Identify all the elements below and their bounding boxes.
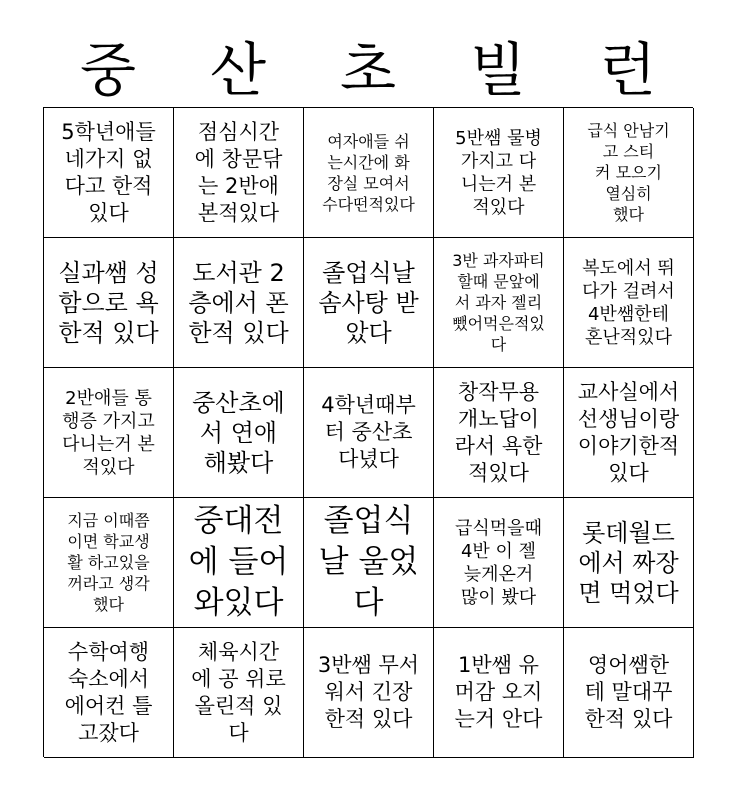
bingo-cell[interactable] <box>44 498 174 628</box>
bingo-cell-text: 체육시간 에 공 위로 올린적 있 다 <box>191 639 286 745</box>
bingo-cell[interactable] <box>564 238 694 368</box>
bingo-cell-text: 4학년때부 터 중산초 다녔다 <box>321 393 416 471</box>
bingo-cell[interactable] <box>434 368 564 498</box>
bingo-cell[interactable] <box>44 628 174 758</box>
bingo-cell[interactable] <box>174 368 304 498</box>
bingo-cell[interactable] <box>434 238 564 368</box>
bingo-cell-text: 롯데월드 에서 짜장 면 먹었다 <box>578 518 679 607</box>
bingo-board <box>43 107 693 757</box>
bingo-cell-text: 점심시간 에 창문닦 는 2반애 본적있다 <box>194 119 283 225</box>
bingo-cell-text: 3반쌤 무서 워서 긴장 한적 있다 <box>317 653 420 731</box>
title-letter: 중 <box>79 36 137 104</box>
bingo-cell[interactable] <box>304 368 434 498</box>
bingo-cell[interactable] <box>44 238 174 368</box>
bingo-cell-text: 실과쌤 성 함으로 욕 한적 있다 <box>58 258 159 347</box>
title-letter: 빌 <box>469 36 527 104</box>
bingo-cell[interactable] <box>434 498 564 628</box>
bingo-cell[interactable] <box>44 108 174 238</box>
bingo-cell-text: 2반애들 통 행증 가지고 다니는거 본 적있다 <box>62 387 155 478</box>
bingo-cell-text: 3반 과자파티 할때 문앞에 서 과자 젤리 뺐어먹은적있 다 <box>452 251 545 354</box>
bingo-cell[interactable] <box>434 628 564 758</box>
bingo-cell[interactable] <box>304 238 434 368</box>
bingo-cell-text: 지금 이때쯤 이면 학교생 활 하고있을 꺼라고 생각 했다 <box>67 511 150 614</box>
bingo-cell[interactable] <box>564 368 694 498</box>
bingo-cell-text: 여자애들 쉬 는시간에 화 장실 모여서 수다떤적있다 <box>322 131 415 214</box>
bingo-cell[interactable] <box>564 628 694 758</box>
bingo-cell[interactable] <box>564 108 694 238</box>
bingo-cell[interactable] <box>304 108 434 238</box>
title-letter: 산 <box>209 36 267 104</box>
title-letter: 런 <box>599 36 657 104</box>
bingo-cell-text: 졸업식날 솜사탕 받 았다 <box>318 258 419 347</box>
bingo-cell[interactable] <box>304 498 434 628</box>
bingo-cell[interactable] <box>564 498 694 628</box>
bingo-cell-text: 1반쌤 유 머감 오지 는거 안다 <box>454 653 543 731</box>
bingo-cell-text: 중대전 에 들어 와있다 <box>188 503 289 621</box>
bingo-cell-text: 졸업식 날 울었 다 <box>318 503 419 621</box>
bingo-cell-text: 수학여행 숙소에서 에어컨 틀 고잤다 <box>64 639 153 745</box>
bingo-cell[interactable] <box>174 628 304 758</box>
bingo-cell-text: 도서관 2 층에서 폰 한적 있다 <box>188 258 289 347</box>
bingo-cell[interactable] <box>434 108 564 238</box>
bingo-cell[interactable] <box>44 368 174 498</box>
bingo-cell[interactable] <box>174 108 304 238</box>
bingo-cell-text: 복도에서 뛰 다가 걸려서 4반쌤한테 혼난적있다 <box>582 257 675 348</box>
bingo-cell-text: 5학년애들 네가지 없 다고 한적 있다 <box>61 119 156 225</box>
bingo-cell-text: 창작무용 개노답이 라서 욕한 적있다 <box>454 379 543 485</box>
title-letter: 초 <box>339 36 397 104</box>
bingo-cell-text: 급식 안남기 고 스티 커 모으기 열심히 했다 <box>587 121 670 224</box>
bingo-title <box>43 35 693 105</box>
bingo-cell-text: 영어쌤한 테 말대꾸 한적 있다 <box>584 653 673 731</box>
bingo-cell[interactable] <box>174 498 304 628</box>
bingo-cell[interactable] <box>304 628 434 758</box>
bingo-cell-text: 중산초에 서 연애 해봤다 <box>192 388 285 477</box>
bingo-cell-text: 급식먹을때 4반 이 젤 늦게온거 많이 봤다 <box>455 517 542 608</box>
bingo-cell[interactable] <box>174 238 304 368</box>
bingo-cell-text: 교사실에서 선생님이랑 이야기한적 있다 <box>577 379 680 485</box>
bingo-cell-text: 5반쌤 물병 가지고 다 니는거 본 적있다 <box>455 127 542 218</box>
